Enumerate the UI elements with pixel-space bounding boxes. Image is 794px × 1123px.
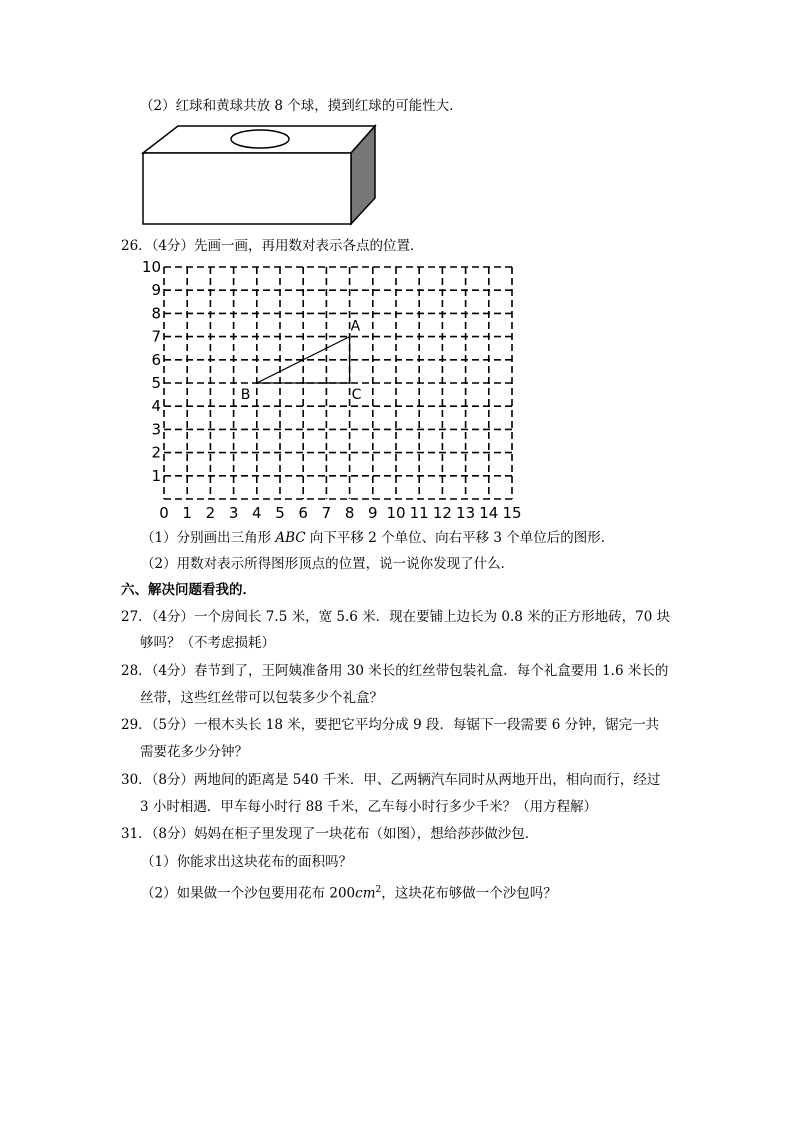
x-tick-label: 1 xyxy=(182,504,192,520)
q28-line1: 28．（4分）春节到了，王阿姨准备用 30 米长的红丝带包装礼盒．每个礼盒要用 1.6 米长的 xyxy=(121,663,669,679)
y-tick-label: 8 xyxy=(151,304,161,323)
q25-part2-text: （2）红球和黄球共放 8 个球，摸到红球的可能性大． xyxy=(140,98,463,114)
y-tick-label: 5 xyxy=(151,374,161,392)
x-tick-label: 3 xyxy=(228,504,239,520)
x-tick-label: 0 xyxy=(159,504,169,520)
x-tick-label: 7 xyxy=(321,504,332,520)
x-tick-label: 12 xyxy=(432,504,452,520)
y-axis-tick-labels xyxy=(142,258,161,485)
y-tick-label: 7 xyxy=(151,327,161,346)
section-6-heading: 六、解决问题看我的． xyxy=(121,582,256,598)
box-opening xyxy=(231,130,289,148)
q27-line1: 27．（4分）一个房间长 7.5 米，宽 5.6 米．现在要铺上边长为 0.8 米的正方形地砖，70 块 xyxy=(121,609,671,625)
x-tick-label: 6 xyxy=(298,504,308,520)
q26-header: 26．（4分）先画一画，再用数对表示各点的位置． xyxy=(121,238,424,254)
ball-box-figure xyxy=(138,120,383,228)
q30-line1: 30．（8分）两地间的距离是 540 千米．甲、乙两辆汽车同时从两地开出，相向而行，经过 xyxy=(121,772,661,788)
x-tick-label: 14 xyxy=(479,504,499,520)
point-label-a: A xyxy=(350,318,361,335)
q26-part1: （1）分别画出三角形 ABC 向下平移 2 个单位、向右平移 3 个单位后的图形． xyxy=(141,530,615,546)
y-tick-label: 6 xyxy=(151,350,161,369)
x-tick-label: 11 xyxy=(409,504,429,520)
y-tick-label: 9 xyxy=(151,281,161,300)
box-front-face xyxy=(143,153,351,224)
x-axis-tick-labels xyxy=(159,504,521,520)
x-tick-label: 13 xyxy=(456,504,476,520)
point-label-b: B xyxy=(240,387,251,403)
q29-line1: 29．（5分）一根木头长 18 米，要把它平均分成 9 段．每锯下一段需要 6 分钟，锯完一共 xyxy=(121,717,660,733)
y-tick-label: 3 xyxy=(151,420,161,439)
q28-line2: 丝带，这些红丝带可以包装多少个礼盒？ xyxy=(140,690,383,706)
point-label-c: C xyxy=(351,387,362,403)
q26-part2: （2）用数对表示所得图形顶点的位置，说一说你发现了什么． xyxy=(141,556,515,572)
q31-part2: （2）如果做一个沙包要用花布 $200cm^2$，这块花布够做一个沙包吗？ xyxy=(141,885,557,902)
q27-line2: 够吗？（不考虑损耗） xyxy=(140,635,275,651)
q30-line2: 3 小时相遇．甲车每小时行 88 千米，乙车每小时行多少千米？（用方程解） xyxy=(140,799,598,815)
y-tick-label: 10 xyxy=(141,258,161,276)
x-tick-label: 10 xyxy=(386,504,406,520)
y-tick-label: 4 xyxy=(151,397,161,416)
q31-line1: 31．（8分）妈妈在柜子里发现了一块花布（如图），想给莎莎做沙包． xyxy=(121,826,539,842)
x-tick-label: 15 xyxy=(502,504,522,520)
x-tick-label: 9 xyxy=(368,504,378,520)
y-tick-label: 2 xyxy=(151,443,161,462)
x-tick-label: 5 xyxy=(275,504,285,520)
q31-part1: （1）你能求出这块花布的面积吗？ xyxy=(141,854,353,870)
x-tick-label: 4 xyxy=(252,504,262,520)
x-tick-label: 2 xyxy=(205,504,216,520)
y-tick-label: 1 xyxy=(151,466,161,485)
q29-line2: 需要花多少分钟？ xyxy=(140,744,248,760)
x-tick-label: 8 xyxy=(344,504,355,520)
coordinate-grid xyxy=(120,258,530,520)
